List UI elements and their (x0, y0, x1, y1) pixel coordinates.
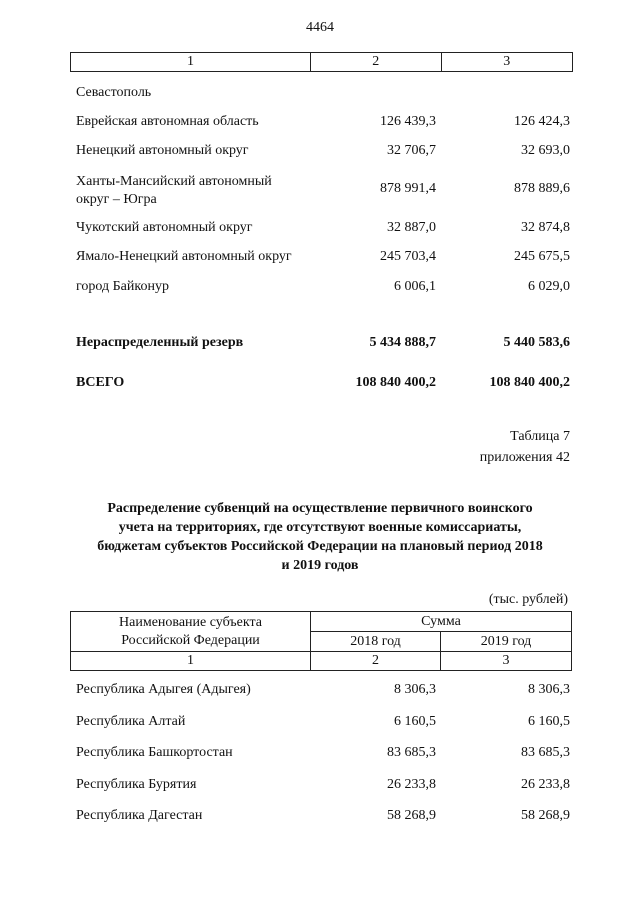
col-subject-line: Наименование субъекта (119, 615, 262, 630)
page-number: 4464 (306, 20, 334, 35)
total-row (0, 374, 640, 414)
value-2019: 8 306,3 (528, 682, 570, 697)
total-value-2018: 108 840 400,2 (355, 375, 436, 390)
value-2019: 83 685,3 (521, 745, 570, 760)
table-row (0, 278, 640, 318)
value-2018: 83 685,3 (387, 745, 436, 760)
table2-header (70, 611, 572, 671)
col-2019-header: 2019 год (480, 634, 532, 649)
table-title (64, 499, 576, 575)
region-name: Ямало-Ненецкий автономный округ (76, 249, 292, 264)
value-2018: 32 887,0 (387, 220, 436, 235)
col-subject-header (71, 612, 311, 652)
title-line: бюджетам субъектов Российской Федерации на плановый период 2018 (97, 539, 543, 554)
reserve-label: Нераспределенный резерв (76, 335, 244, 350)
col-subject-line: Российской Федерации (121, 633, 260, 648)
table1-header (70, 52, 573, 72)
col-number-2: 2 (311, 652, 441, 670)
value-2019: 6 029,0 (528, 279, 570, 294)
value-2019: 245 675,5 (514, 249, 570, 264)
value-2018: 126 439,3 (380, 114, 436, 129)
value-2019: 126 424,3 (514, 114, 570, 129)
value-2018: 6 006,1 (394, 279, 436, 294)
region-name: город Байконур (76, 279, 169, 294)
table1-col-2: 2 (311, 53, 441, 71)
value-2018: 8 306,3 (394, 682, 436, 697)
region-name: Республика Дагестан (76, 808, 203, 823)
total-label: ВСЕГО (76, 375, 125, 390)
title-line: Распределение субвенций на осуществление первичного воинского (107, 501, 533, 516)
value-2018: 245 703,4 (380, 249, 436, 264)
value-2019: 6 160,5 (528, 714, 570, 729)
region-name: Чукотский автономный округ (76, 220, 253, 235)
table-row (0, 173, 640, 213)
region-name: Ханты-Мансийский автономный округ – Югра (76, 174, 272, 207)
region-name: Ненецкий автономный округ (76, 143, 249, 158)
reserve-value-2019: 5 440 583,6 (503, 335, 570, 350)
region-name: Еврейская автономная область (76, 114, 259, 129)
value-2018: 58 268,9 (387, 808, 436, 823)
value-2019: 58 268,9 (521, 808, 570, 823)
table-note (480, 426, 570, 468)
value-2018: 6 160,5 (394, 714, 436, 729)
title-line: и 2019 годов (281, 558, 359, 573)
region-name: Республика Башкортостан (76, 745, 233, 760)
col-number-3: 3 (502, 653, 510, 668)
title-line: учета на территориях, где отсутствуют военные комиссариаты, (118, 520, 522, 535)
table-row (0, 807, 640, 847)
value-2018: 878 991,4 (380, 181, 436, 196)
value-2018: 26 233,8 (387, 777, 436, 792)
reserve-value-2018: 5 434 888,7 (369, 335, 436, 350)
total-value-2019: 108 840 400,2 (489, 375, 570, 390)
table1-col-1: 1 (71, 53, 311, 71)
value-2019: 878 889,6 (514, 181, 570, 196)
region-name: Республика Алтай (76, 714, 186, 729)
value-2018: 32 706,7 (387, 143, 436, 158)
col-sum-header: Сумма (311, 612, 571, 632)
appendix-number: приложения 42 (479, 450, 570, 465)
value-2019: 32 693,0 (521, 143, 570, 158)
table-number: Таблица 7 (510, 429, 570, 444)
table1-col-3: 3 (503, 54, 511, 69)
value-2019: 32 874,8 (521, 220, 570, 235)
col-number-1: 1 (71, 652, 311, 670)
reserve-row (0, 334, 640, 374)
region-name: Республика Адыгея (Адыгея) (76, 682, 251, 697)
region-name: Севастополь (76, 85, 152, 100)
region-name: Республика Бурятия (76, 777, 197, 792)
col-2018-header: 2018 год (311, 631, 441, 652)
value-2019: 26 233,8 (521, 777, 570, 792)
units-label: (тыс. рублей) (488, 592, 568, 607)
